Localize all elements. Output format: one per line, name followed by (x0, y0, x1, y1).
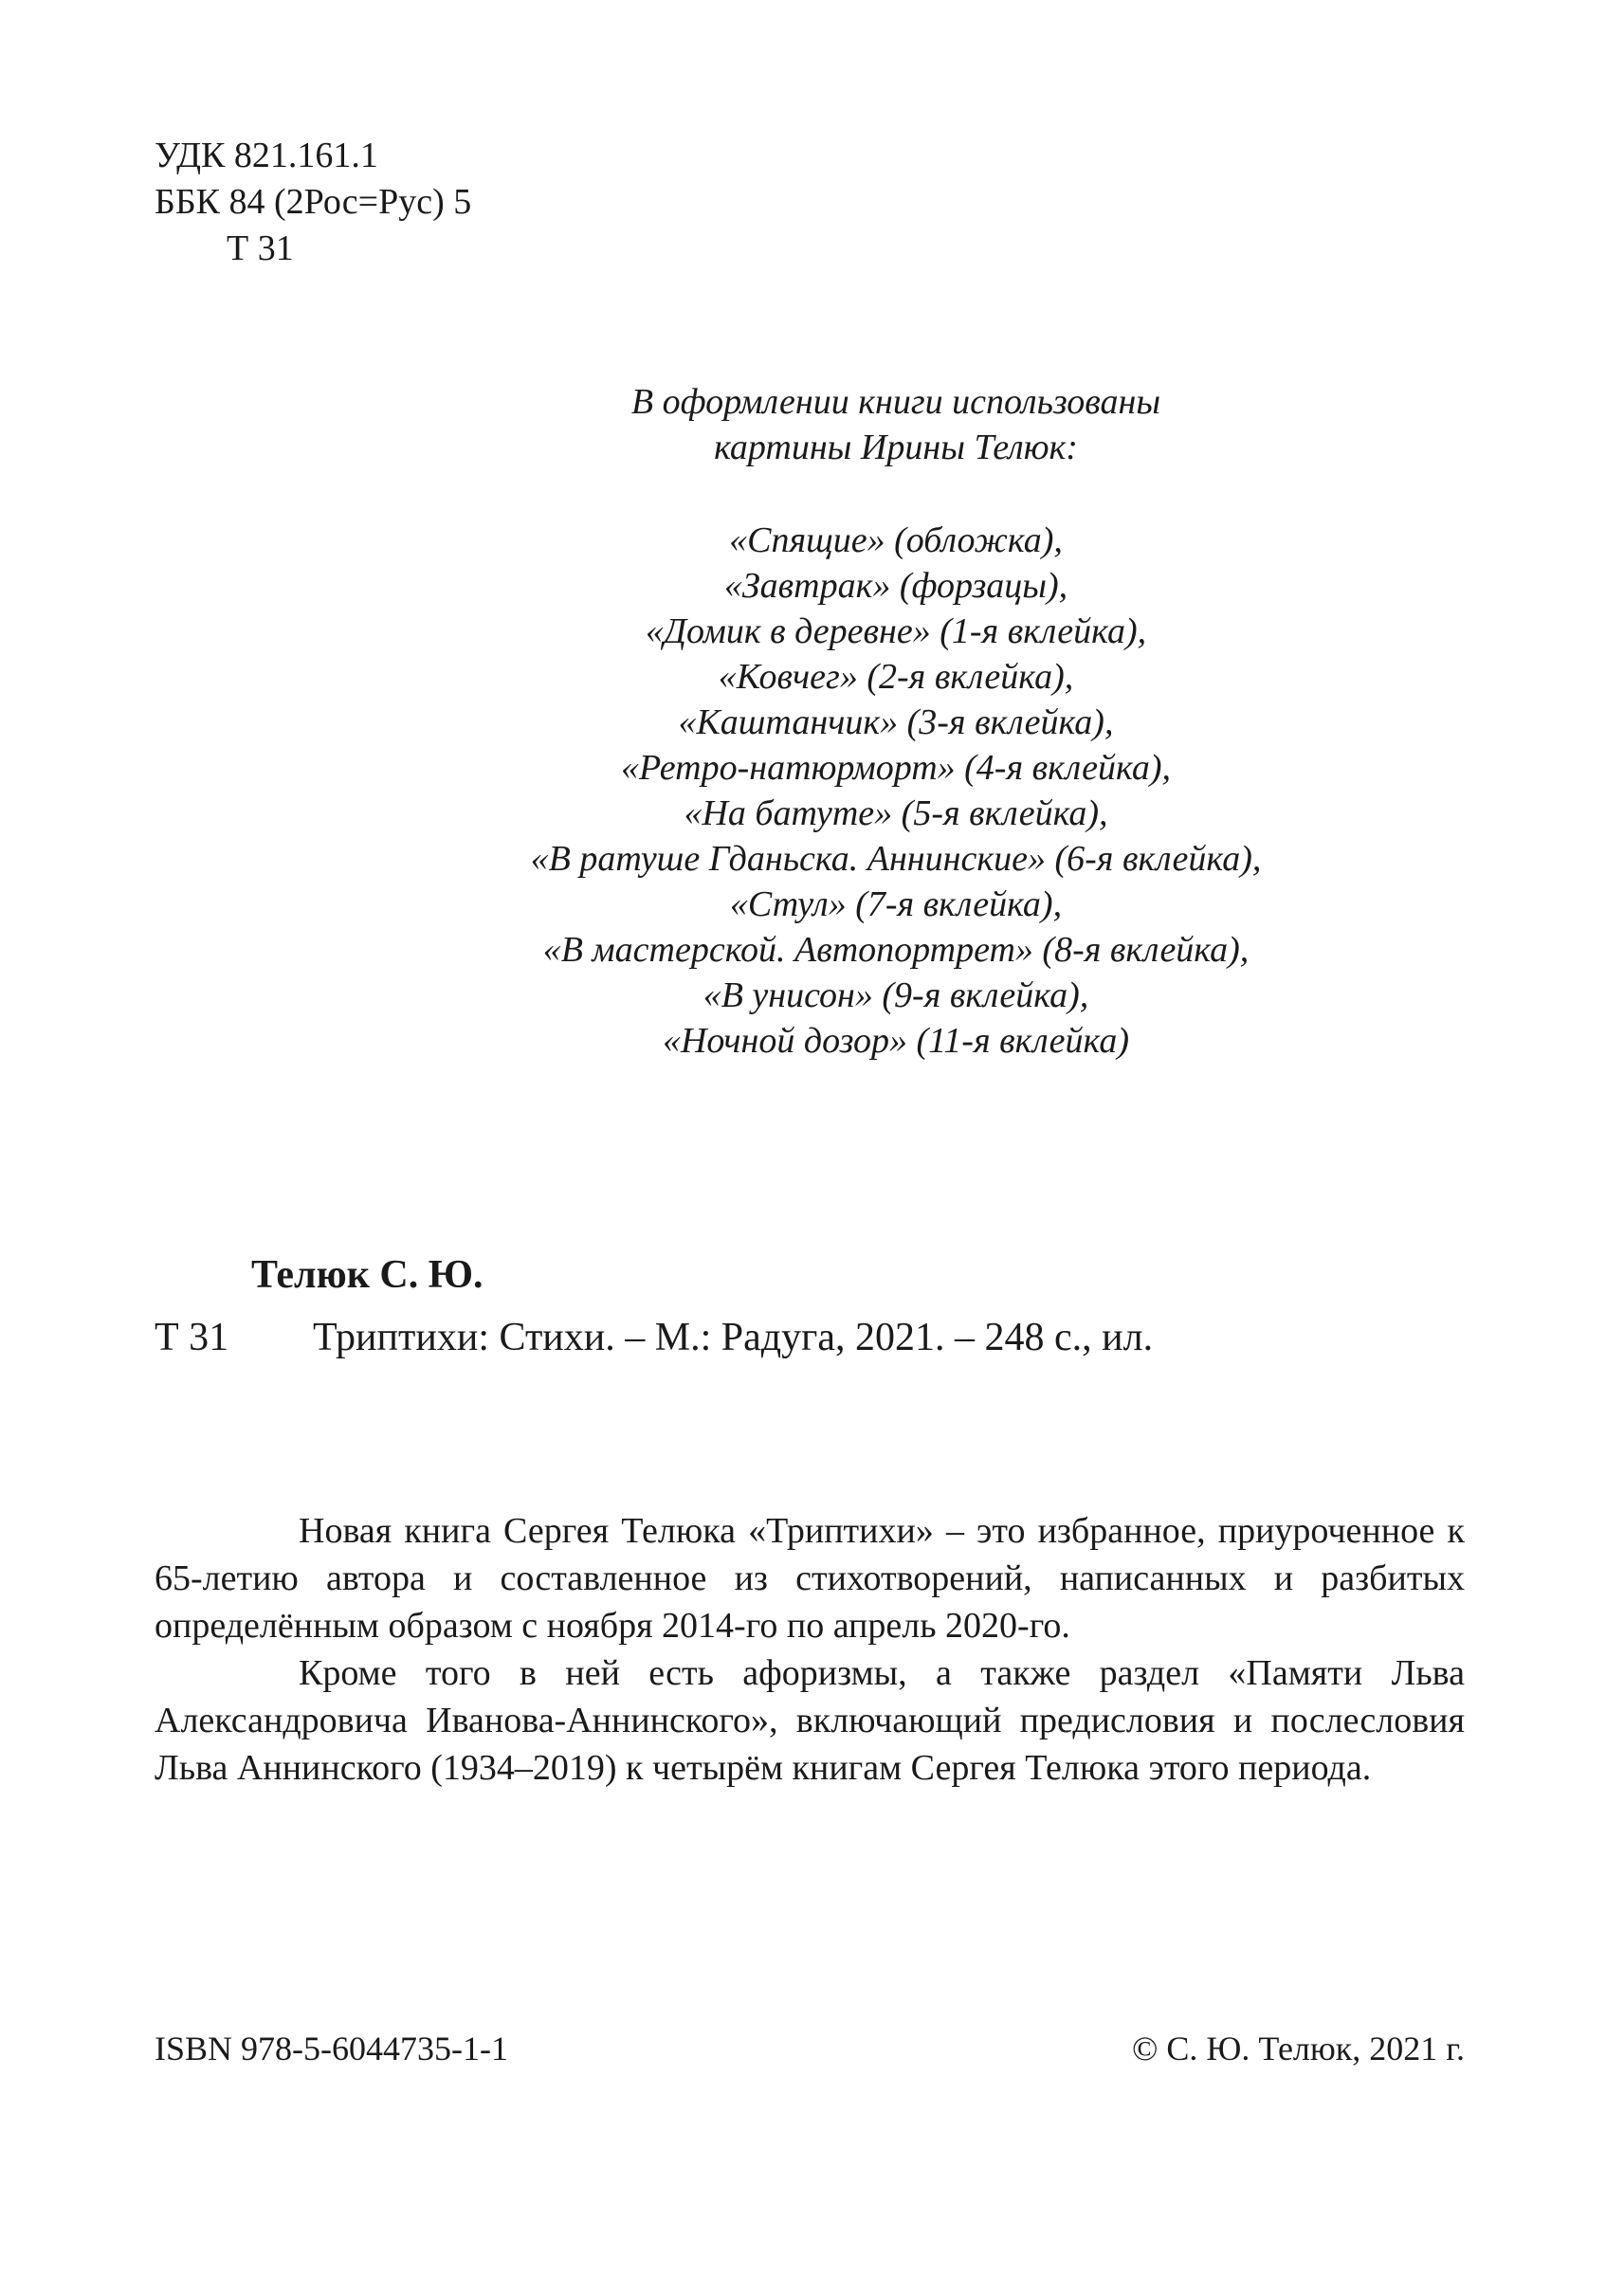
credits-list (284, 518, 1507, 1064)
credit-item: «Спящие» (обложка), (729, 520, 1063, 560)
copyright: © С. Ю. Телюк, 2021 г. (1131, 2030, 1465, 2067)
bibliographic-entry (155, 1244, 1153, 1369)
credit-item: «В унисон» (9-я вклейка), (703, 975, 1089, 1015)
credit-item: «Ночной дозор» (11-я вклейка) (662, 1021, 1130, 1061)
credit-item: «Домик в деревне» (1-я вклейка), (645, 611, 1147, 651)
credit-item: «В ратуше Гданьска. Аннинские» (6-я вклейка), (530, 839, 1262, 879)
credit-item: «В мастерской. Автопортрет» (8-я вклейка), (542, 930, 1250, 970)
udk-code: УДК 821.161.1 (155, 136, 378, 175)
credit-item: «Завтрак» (форзацы), (723, 566, 1068, 606)
credit-item: «Ретро-натюрморт» (4-я вклейка), (620, 748, 1172, 788)
isbn: ISBN 978-5-6044735-1-1 (155, 2030, 508, 2067)
credit-item: «На батуте» (5-я вклейка), (684, 793, 1108, 833)
biblio-mark: Т 31 (155, 1316, 229, 1359)
credit-item: «Стул» (7-я вклейка), (729, 884, 1063, 924)
biblio-author: Телюк С. Ю. (251, 1253, 484, 1297)
bbk-code: ББК 84 (2Рос=Рус) 5 (155, 182, 472, 222)
biblio-row (155, 1306, 1153, 1369)
author-mark: Т 31 (227, 228, 294, 268)
biblio-description: Триптихи: Стихи. – М.: Радуга, 2021. – 248 с., ил. (313, 1316, 1154, 1359)
credit-item: «Ковчег» (2-я вклейка), (718, 657, 1074, 697)
credits-intro-line-2: картины Ирины Телюк: (714, 428, 1078, 467)
credit-item: «Каштанчик» (3-я вклейка), (678, 702, 1114, 742)
credits-intro-line-1: В оформлении книги использованы (630, 382, 1161, 422)
classification-codes (155, 133, 471, 272)
annotation-paragraph: Кроме того в ней есть афоризмы, а также раздел «Памяти Льва Александровича Иванова-Аннинского», включающий предисловия и послесловия Льва Аннинского (1934–2019) к четырём книгам Сергея Телюка этого периода. (155, 1653, 1465, 1788)
illustration-credits (284, 379, 1507, 1064)
annotation (155, 1507, 1465, 1792)
annotation-paragraph: Новая книга Сергея Телюка «Триптихи» – это избранное, приуроченное к 65-летию автора и составленное из стихотворений, написанных и разбитых определённым образом с ноября 2014-го по апрель 2020-го. (155, 1511, 1465, 1646)
